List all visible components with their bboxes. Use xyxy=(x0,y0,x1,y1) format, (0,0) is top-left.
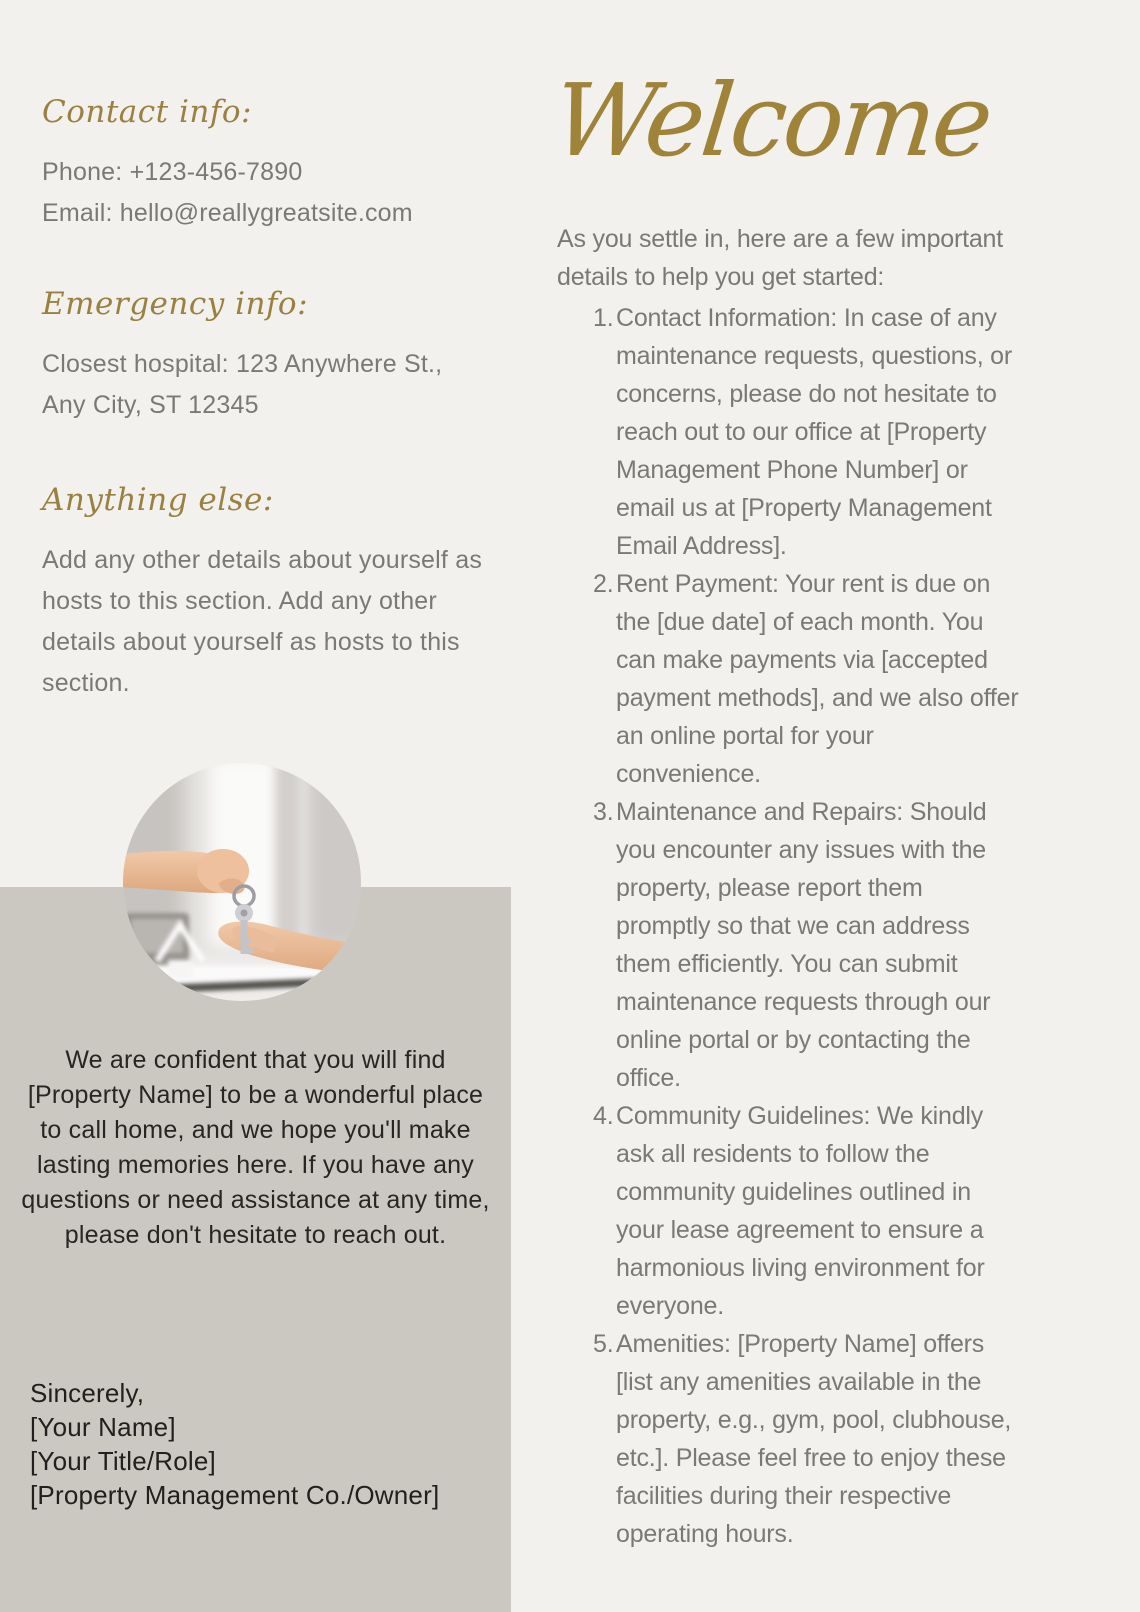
guidelines-list xyxy=(557,299,1022,1553)
list-number: 4. xyxy=(593,1102,614,1130)
signature-line-company: [Property Management Co./Owner] xyxy=(30,1480,440,1510)
keys-handover-photo xyxy=(123,763,361,1001)
list-item-community-guidelines xyxy=(593,1097,1022,1325)
emergency-info-text: Closest hospital: 123 Anywhere St., Any City, ST 12345 xyxy=(42,350,443,419)
list-text: Community Guidelines: We kindly ask all residents to follow the community guidelines outlined in your lease agreement to ensure a harmonious living environment for everyone. xyxy=(616,1102,985,1320)
list-item-maintenance-repairs xyxy=(593,793,1022,1097)
list-item-rent-payment xyxy=(593,565,1022,793)
closing-paragraph: We are confident that you will find [Property Name] to be a wonderful place to call home, and we hope you'll make lasting memories here. If you have any questions or need assistance at any time, please don't hesitate to reach out. xyxy=(21,1046,490,1249)
signature-line-sincerely: Sincerely, xyxy=(30,1378,145,1408)
welcome-title: Welcome xyxy=(548,62,996,179)
anything-else-heading: Anything else: xyxy=(42,482,274,518)
list-text: Contact Information: In case of any maintenance requests, questions, or concerns, please do not hesitate to reach out to our office at [Property Management Phone Number] or email us at [Property Management Email Address]. xyxy=(616,304,1013,560)
anything-else-text: Add any other details about yourself as hosts to this section. Add any other details about yourself as hosts to this section. xyxy=(42,546,483,697)
list-number: 5. xyxy=(593,1330,614,1358)
list-number: 2. xyxy=(593,570,614,598)
list-text: Maintenance and Repairs: Should you encounter any issues with the property, please report them promptly so that we can address them efficiently. You can submit maintenance requests through our online portal or by contacting the office. xyxy=(616,798,991,1092)
email-line: Email: hello@reallygreatsite.com xyxy=(42,199,413,227)
emergency-info-heading: Emergency info: xyxy=(42,286,309,322)
list-number: 3. xyxy=(593,798,614,826)
intro-paragraph: As you settle in, here are a few important details to help you get started: xyxy=(557,225,1003,291)
list-text: Amenities: [Property Name] offers [list any amenities available in the property, e.g., gym, pool, clubhouse, etc.]. Please feel free to enjoy these facilities during their respective operating hours. xyxy=(616,1330,1012,1548)
welcome-body xyxy=(557,220,1022,1553)
list-text: Rent Payment: Your rent is due on the [due date] of each month. You can make payments via [accepted payment methods], and we also offer an online portal for your convenience. xyxy=(616,570,1019,788)
signature-line-name: [Your Name] xyxy=(30,1412,176,1442)
contact-info-block xyxy=(42,152,472,234)
contact-info-heading: Contact info: xyxy=(42,94,252,130)
list-number: 1. xyxy=(593,304,614,332)
phone-line: Phone: +123-456-7890 xyxy=(42,158,303,186)
list-item-contact-information xyxy=(593,299,1022,565)
signature-block xyxy=(30,1376,439,1512)
keys-handover-illustration xyxy=(123,763,361,1001)
list-item-amenities xyxy=(593,1325,1022,1553)
signature-line-title: [Your Title/Role] xyxy=(30,1446,216,1476)
